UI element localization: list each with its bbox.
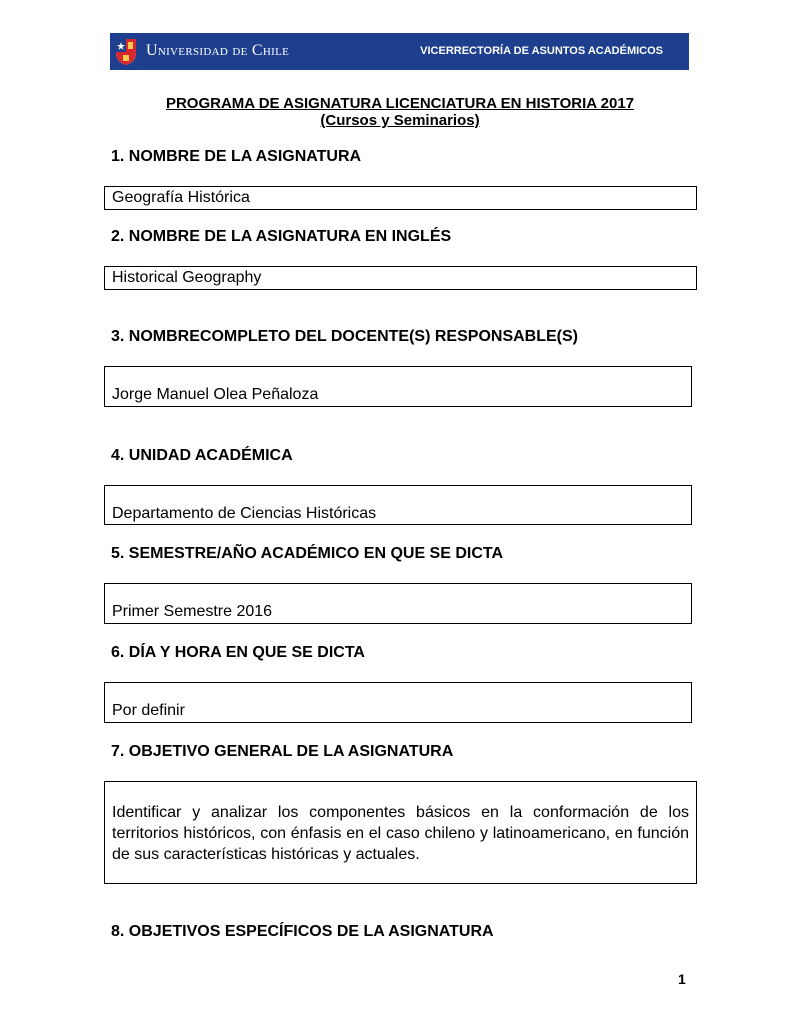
document-title: PROGRAMA DE ASIGNATURA LICENCIATURA EN HISTORIA 2017 — [165, 95, 635, 112]
schedule-field — [104, 682, 692, 723]
teacher-value: Jorge Manuel Olea Peñaloza — [112, 386, 319, 403]
general-objective-field — [104, 781, 697, 884]
course-name-value: Geografía Histórica — [112, 189, 250, 206]
academic-unit-field — [104, 485, 692, 525]
section-heading-course-name: 1. NOMBRE DE LA ASIGNATURA — [111, 148, 362, 165]
academic-unit-value: Departamento de Ciencias Históricas — [112, 505, 377, 522]
header-banner — [110, 33, 689, 70]
section-heading-academic-unit: 4. UNIDAD ACADÉMICA — [111, 447, 293, 464]
university-name: Universidad de Chile — [146, 42, 290, 59]
section-heading-semester: 5. SEMESTRE/AÑO ACADÉMICO EN QUE SE DICTA — [111, 545, 504, 562]
section-heading-specific-objectives: 8. OBJETIVOS ESPECÍFICOS DE LA ASIGNATURA — [111, 923, 494, 940]
vicerrectoria-label: VICERRECTORÍA DE ASUNTOS ACADÉMICOS — [420, 45, 663, 57]
teacher-field — [104, 366, 692, 407]
english-name-field — [104, 266, 697, 290]
semester-value: Primer Semestre 2016 — [112, 603, 273, 620]
course-name-field — [104, 186, 697, 210]
general-objective-text: Identificar y analizar los componentes básicos en la conformación de los territorios históricos, con énfasis en el caso chileno y latinoamericano, en función de sus características históricas y actuales. — [112, 804, 689, 863]
semester-field — [104, 583, 692, 624]
document-subtitle: (Cursos y Seminarios) — [320, 112, 480, 129]
section-heading-general-objective: 7. OBJETIVO GENERAL DE LA ASIGNATURA — [111, 743, 454, 760]
section-heading-schedule: 6. DÍA Y HORA EN QUE SE DICTA — [111, 644, 365, 661]
page-number: 1 — [678, 971, 686, 987]
section-heading-teacher: 3. NOMBRECOMPLETO DEL DOCENTE(S) RESPONSABLE(S) — [111, 328, 578, 345]
english-name-value: Historical Geography — [112, 269, 262, 286]
schedule-value: Por definir — [112, 702, 185, 719]
section-heading-english-name: 2. NOMBRE DE LA ASIGNATURA EN INGLÉS — [111, 228, 452, 245]
university-crest-icon — [114, 37, 138, 66]
